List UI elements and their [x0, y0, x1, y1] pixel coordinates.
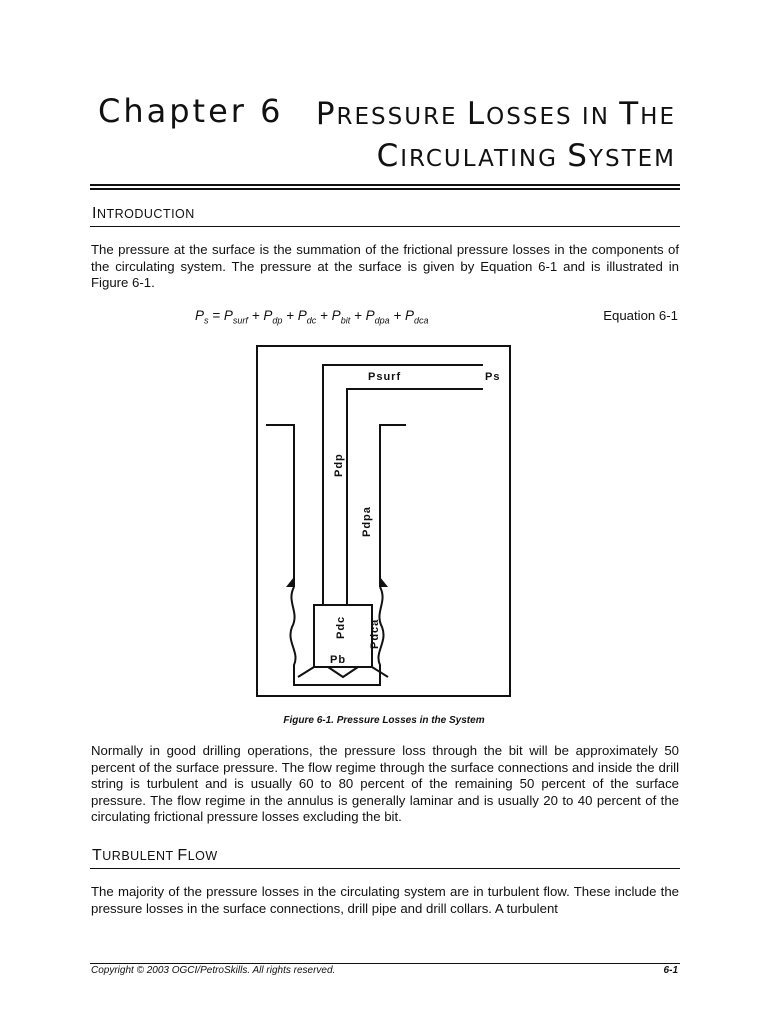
section-rule [90, 226, 680, 227]
figure-6-1 [256, 345, 511, 697]
section-heading-turbulent-flow: TURBULENT FLOW [92, 847, 218, 864]
title-word: CIRCULATING [376, 138, 558, 174]
pressure-distribution-paragraph: Normally in good drilling operations, the pressure loss through the bit will be approximately 50 percent of the surface pressure. The flow regime through the surface connections and inside the drill string is turbulent and is usually 60 to 80 percent of the remaining 50 percent of the surface pressure. The flow regime in the annulus is generally laminar and is usually 20 to 40 percent of the circulating frictional pressure losses excluding the bit. [91, 743, 679, 824]
chapter-title-line-2 [377, 138, 676, 174]
title-word: IN [581, 104, 610, 130]
chapter-title-line-1 [316, 96, 676, 132]
page-number: 6-1 [663, 965, 678, 976]
section-heading-introduction: INTRODUCTION [92, 205, 195, 222]
wellbore-right-casing [380, 425, 406, 587]
label-pb: Pb [330, 654, 347, 666]
label-ps: Ps [485, 371, 501, 383]
wellbore-left-casing [266, 425, 294, 587]
figure-caption: Figure 6-1. Pressure Losses in the System [283, 715, 485, 726]
label-psurf: Psurf [368, 371, 402, 383]
section-rule [90, 868, 680, 869]
footer-rule [90, 963, 680, 964]
label-pdc: Pdc [335, 615, 347, 639]
label-pdp: Pdp [333, 453, 345, 477]
title-word: LOSSES [466, 96, 573, 132]
equation-label: Equation 6-1 [603, 308, 678, 323]
footer-copyright: Copyright © 2003 OGCI/PetroSkills. All rights reserved. [91, 965, 336, 976]
casing-shoe-left [286, 577, 294, 587]
title-rule-top [90, 184, 680, 186]
label-pdpa: Pdpa [361, 506, 373, 537]
bit [298, 667, 388, 677]
title-word: PRESSURE [315, 96, 458, 132]
equation-6-1: $P_s = P_{surf} + P_{dp} + P_{dc} + P_{bit} + P_{dpa} + P_{dca}$ [195, 308, 429, 326]
title-word: THE [619, 96, 676, 132]
casing-shoe-right [380, 577, 388, 587]
title-rule-bottom [90, 188, 680, 190]
circulating-system-diagram [258, 347, 509, 695]
surface-connection-inner [347, 389, 483, 605]
chapter-label: Chapter 6 [98, 92, 284, 130]
turbulent-flow-paragraph: The majority of the pressure losses in the circulating system are in turbulent flow. These include the pressure losses in the surface connections, drill pipe and drill collars. A turbulent [91, 884, 679, 916]
title-word: SYSTEM [567, 138, 676, 174]
intro-paragraph: The pressure at the surface is the summation of the frictional pressure losses in the components of the circulating system. The pressure at the surface is given by Equation 6-1 and is illustrated in Figure 6-1. [91, 242, 679, 290]
label-pdca: Pdca [369, 618, 381, 649]
